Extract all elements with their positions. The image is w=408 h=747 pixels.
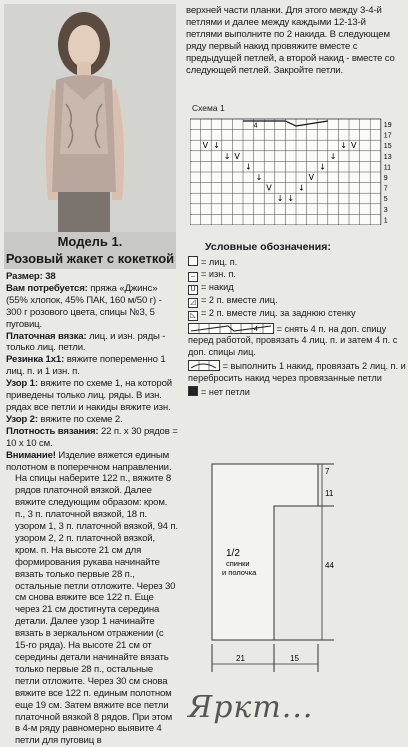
materials-line: Вам потребуется: пряжа «Джинс» (55% хлопок, 45% ПАК, 160 м/50 г) - 300 г розового цвета, спицы №3, 5 пуговиц.: [6, 282, 162, 330]
instructions-left: [6, 271, 178, 747]
scheme-row-number: 15: [383, 143, 392, 151]
legend-item-k2tog-tbl: ◺ = 2 п. вместе лиц. за заднюю стенку: [188, 308, 406, 321]
scheme-stitch-mark: ↓: [255, 173, 263, 182]
scheme-row-number: 3: [383, 206, 388, 214]
scheme-row-number: 11: [383, 164, 392, 172]
dim-mid: 11: [325, 489, 334, 498]
legend-item-no-stitch: = нет петли: [188, 386, 406, 399]
scheme-row-number: 9: [383, 175, 388, 182]
k2tog-icon: ◿: [188, 298, 198, 308]
legend-item-yarnover: U = накид: [188, 282, 406, 295]
k2tog-tbl-icon: ◺: [188, 311, 198, 321]
yarn-over-pass-icon: [188, 360, 220, 371]
scheme-stitch-mark: ↓: [223, 151, 231, 161]
scheme-stitch-mark: ↓: [329, 151, 337, 161]
scheme-stitch-mark: V: [202, 141, 209, 151]
dim-bottom-left: 21: [236, 654, 245, 663]
watermark: Яркт...: [188, 690, 314, 725]
legend-item-yo-pass: = выполнить 1 накид, провязать 2 лиц. п. и перебросить накид через провязанные петли: [188, 361, 406, 383]
no-stitch-icon: [188, 386, 198, 396]
scheme-stitch-mark: ↓: [287, 194, 295, 204]
scheme-cable-number: 4: [253, 122, 258, 130]
pattern-label-1: спинки: [226, 559, 250, 568]
pattern-fraction: 1/2: [226, 548, 240, 559]
scheme-stitch-mark: ↓: [319, 162, 326, 172]
scheme-stitch-mark: ↓: [340, 141, 348, 151]
scheme-row-number: 5: [383, 196, 388, 204]
scheme-grid: [190, 119, 381, 225]
size-line: Размер: 38: [6, 271, 56, 282]
scheme-stitch-mark: V: [234, 151, 240, 161]
model-caption: [4, 232, 176, 269]
rib-line: Резинка 1х1: вяжите попеременно 1 лиц. п. и 1 изн. п.: [6, 354, 166, 378]
garter-line: Платочная вязка: лиц. и изн. ряды - только лиц. петли.: [6, 330, 166, 354]
scheme-1-chart: [190, 115, 404, 225]
legend-item-knit: = лиц. п.: [188, 256, 406, 269]
dim-top: 7: [325, 467, 330, 476]
density-line: Плотность вязания: 22 п. х 30 рядов = 10 х 10 см.: [6, 425, 178, 449]
svg-text:4: 4: [254, 325, 258, 333]
scheme-row-number: 19: [383, 122, 392, 129]
scheme-row-number: 7: [383, 185, 388, 193]
dim-bottom-right: 15: [290, 654, 299, 663]
scheme-stitch-mark: V: [351, 141, 357, 151]
scheme-stitch-mark: ↓: [276, 194, 284, 204]
legend-title: Условные обозначения:: [205, 241, 331, 253]
instructions-right: верхней части планки. Для этого между 3-4-й петлями и далее между каждыми 12-13-й петлями выполните по 2 накида. В следующем ряду первый накид провяжите вместе с предыдущей петлей, а второй накид - вместе со следующей петлей. Закройте петли.: [186, 5, 395, 77]
purl-stitch-icon: –: [188, 272, 198, 282]
scheme-row-number: 13: [383, 153, 392, 161]
scheme-row-number: 1: [383, 217, 388, 225]
instructions-body: На спицы наберите 122 п., вяжите 8 рядов платочной вязкой. Далее вяжите следующим образом: кром. п., 3 п. платочной вязкой, 18 п. узором 1, 3 п. платочной вязкой, 94 п. узором 2, 2 п. платочной вязкой, кром. п. На высоте 21 см для формирования рукава начинайте вязать только первые 28 п., остальные петли отложите. Через 30 см снова вяжите все 122 п. Еще через 21 см достигнута середина детали. Далее узор 1 начинайте вязать в зеркальном отражении (с 15-го ряда). На высоте 21 см от середины детали начинайте вязать только первые 28 п., остальные петли отложите. Через 30 см снова вяжите все 122 п. единым полотном еще 19 см. Затем вяжите все петли платочной вязкой 8 рядов. При этом в 4-м ряду равномерно выявите 4 петли для пуговиц в: [15, 473, 178, 747]
pattern2-line: Узор 2: вяжите по схеме 2.: [6, 413, 123, 425]
scheme-stitch-mark: ↓: [245, 162, 252, 172]
attention-line: Внимание! Изделие вяжется единым полотном в поперечном направлении.: [6, 449, 172, 473]
model-photo: [4, 4, 176, 232]
legend-item-k2tog: ◿ = 2 п. вместе лиц.: [188, 295, 406, 308]
pattern-schematic: [186, 450, 408, 695]
scheme-title: Схема 1: [192, 103, 225, 113]
model-photo-illustration: [4, 4, 176, 232]
yarn-over-icon: U: [188, 285, 198, 295]
scheme-stitch-mark: V: [266, 183, 272, 193]
pattern-label-2: и полочка: [222, 568, 257, 577]
legend: [188, 256, 406, 399]
knit-stitch-icon: [188, 256, 198, 266]
scheme-stitch-mark: ↓: [213, 141, 220, 151]
cable-icon: [188, 323, 274, 334]
caption-title: Модель 1.: [57, 234, 123, 249]
caption-subtitle: Розовый жакет с кокеткой: [5, 251, 175, 266]
scheme-row-number: 17: [383, 132, 392, 140]
legend-item-purl: – = изн. п.: [188, 269, 406, 282]
dim-side: 44: [325, 561, 334, 570]
legend-item-cable: 4 = снять 4 п. на доп. спицу перед работой, провязать 4 лиц. п. и затем 4 п. с доп. спицы лиц.: [188, 323, 398, 357]
scheme-stitch-mark: V: [308, 173, 315, 182]
scheme-stitch-mark: ↓: [298, 183, 305, 193]
pattern1-line: Узор 1: вяжите по схеме 1, на которой приведены только лиц. ряды. В изн. рядах все петли и накиды вяжите изн.: [6, 378, 172, 413]
